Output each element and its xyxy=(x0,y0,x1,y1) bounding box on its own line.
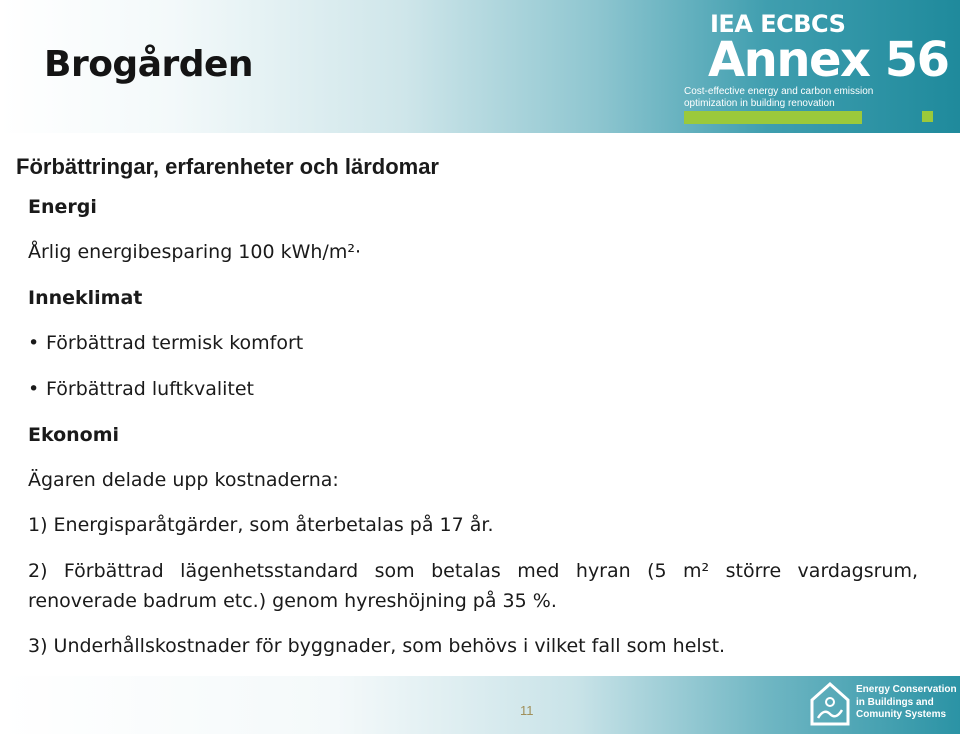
ecbcs-line3: Comunity Systems xyxy=(856,709,947,720)
slide-title: Brogården xyxy=(44,44,254,85)
bullet-item xyxy=(28,332,303,354)
ecbcs-logo xyxy=(808,678,958,730)
annex56-logo xyxy=(682,8,952,128)
logo-line2: Annex 56 xyxy=(708,32,949,88)
bullet-icon: • xyxy=(28,378,40,400)
ecbcs-line1: Energy Conservation xyxy=(856,684,957,695)
energy-text: Årlig energibesparing 100 kWh/m²· xyxy=(28,241,361,263)
logo-green-square xyxy=(922,111,933,122)
page-number: 11 xyxy=(520,703,534,718)
economy-intro: Ägaren delade upp kostnaderna: xyxy=(28,469,339,491)
cost-item-3: 3) Underhållskostnader för byggnader, som behövs i vilket fall som helst. xyxy=(28,635,726,657)
house-icon xyxy=(808,678,854,728)
logo-tagline: Cost-effective energy and carbon emission optimization in building renovation xyxy=(684,86,874,109)
ecbcs-logo-text xyxy=(856,684,957,722)
indoor-heading: Inneklimat xyxy=(28,287,143,309)
logo-green-bar xyxy=(684,111,862,124)
energy-heading: Energi xyxy=(28,196,97,218)
bullet-icon: • xyxy=(28,332,40,354)
bullet-item xyxy=(28,378,254,400)
cost-item-1: 1) Energisparåtgärder, som återbetalas på 17 år. xyxy=(28,514,494,536)
slide-subtitle: Förbättringar, erfarenheter och lärdomar xyxy=(16,154,439,179)
economy-heading: Ekonomi xyxy=(28,424,120,446)
ecbcs-line2: in Buildings and xyxy=(856,696,934,708)
logo-line1: IEA ECBCS xyxy=(710,10,846,38)
bullet-text: Förbättrad luftkvalitet xyxy=(46,378,255,400)
bullet-text: Förbättrad termisk komfort xyxy=(46,332,304,354)
cost-item-2: 2) Förbättrad lägenhetsstandard som betalas med hyran (5 m² större vardagsrum, renoverade badrum etc.) genom hyreshöjning på 35 %. xyxy=(28,560,918,612)
